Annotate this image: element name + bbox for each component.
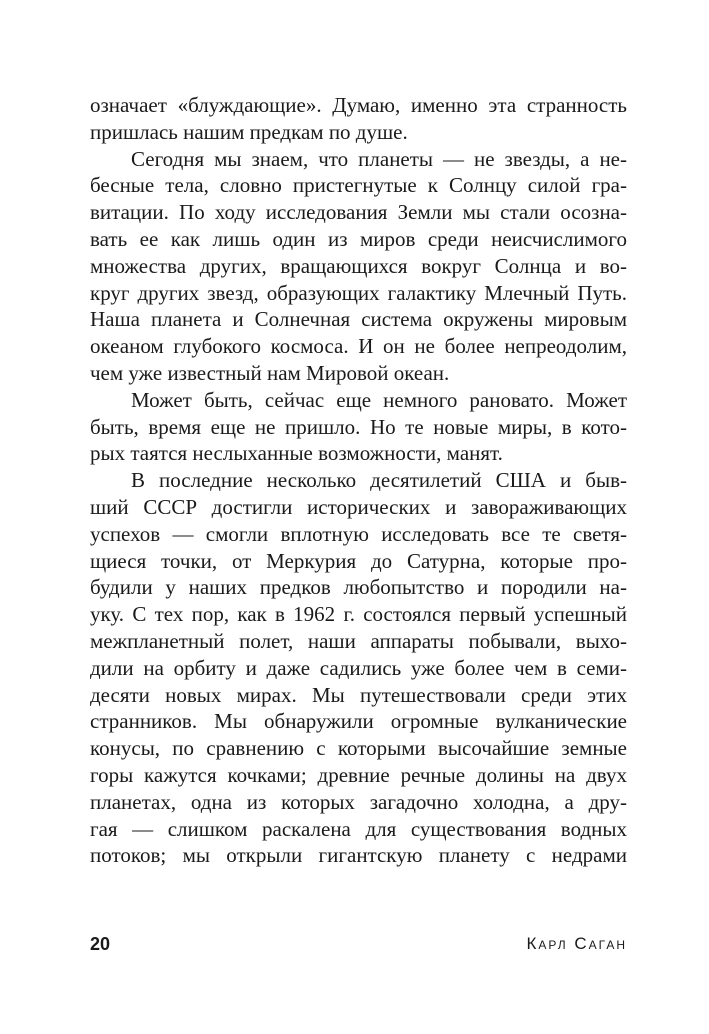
- text-line: витации. По ходу исследования Земли мы стали осозна-: [90, 200, 627, 225]
- text-line: пришлась нашим предкам по душе.: [90, 119, 408, 144]
- text-line: вать ее как лишь один из миров среди неисчислимого: [90, 226, 627, 251]
- text-line: конусы, по сравнению с которыми высочайшие земные: [90, 736, 627, 761]
- text-line: планетах, одна из которых загадочно холодна, а дру-: [90, 789, 627, 814]
- text-line: Сегодня мы знаем, что планеты — не звезды, а не-: [131, 146, 627, 171]
- text-line: множества других, вращающихся вокруг Солнца и во-: [90, 253, 627, 278]
- text-line: гая — слишком раскалена для существования водных: [90, 816, 627, 841]
- text-line: успехов — смогли вплотную исследовать все те светя-: [90, 521, 627, 546]
- text-line: дили на орбиту и даже садились уже более чем в семи-: [90, 655, 627, 680]
- page-number: 20: [90, 934, 111, 954]
- text-line: океаном глубокого космоса. И он не более непреодолим,: [90, 334, 627, 359]
- text-line: потоков; мы открыли гигантскую планету с недрами: [90, 843, 627, 868]
- text-line: будили у наших предков любопытство и породили на-: [90, 575, 627, 600]
- body-text: [90, 92, 627, 869]
- text-line: межпланетный полет, наши аппараты побывали, выхо-: [90, 628, 627, 653]
- text-line: рых таятся неслыханные возможности, манят.: [90, 441, 503, 466]
- text-line: Наша планета и Солнечная система окружены мировым: [90, 307, 627, 332]
- text-line: круг других звезд, образующих галактику Млечный Путь.: [90, 280, 627, 305]
- text-line: десяти новых мирах. Мы путешествовали среди этих: [90, 682, 627, 707]
- text-line: Может быть, сейчас еще немного рановато. Может: [131, 387, 627, 412]
- text-line: странников. Мы обнаружили огромные вулканические: [90, 709, 627, 734]
- text-line: уку. С тех пор, как в 1962 г. состоялся первый успешный: [90, 602, 627, 627]
- text-line: означает «блуждающие». Думаю, именно эта странность: [90, 93, 627, 117]
- text-line: бесные тела, словно пристегнутые к Солнцу силой гра-: [90, 173, 627, 198]
- text-line: В последние несколько десятилетий США и быв-: [131, 468, 627, 493]
- text-line: чем уже известный нам Мировой океан.: [90, 360, 450, 385]
- text-line: быть, время еще не пришло. Но те новые миры, в кото-: [90, 414, 627, 439]
- running-head-author: Карл Саган: [526, 934, 627, 953]
- text-line: щиеся точки, от Меркурия до Сатурна, которые про-: [90, 548, 627, 573]
- text-line: горы кажутся кочками; древние речные долины на двух: [90, 762, 627, 787]
- text-line: ший СССР достигли исторических и завораживающих: [90, 494, 627, 519]
